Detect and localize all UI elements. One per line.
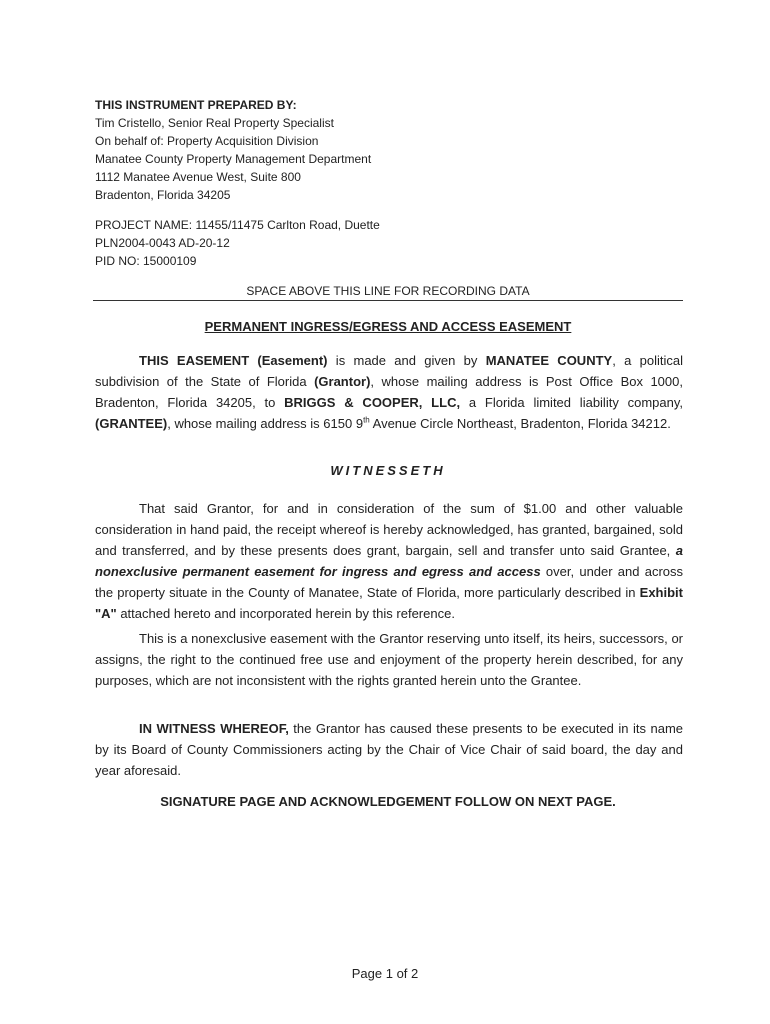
prepared-by-block — [95, 96, 371, 204]
text-run: That said Grantor, for and in consideration of the sum of $1.00 and other valuable consideration in hand paid, the receipt whereof is hereby acknowledged, has granted, bargained, sold and transferred, and by these presents does grant, bargain, sell and transfer unto said Grantee, — [95, 501, 683, 558]
witnesseth-heading: WITNESSETH — [330, 463, 446, 478]
nonexclusive-paragraph — [95, 628, 683, 691]
preparer-line: Tim Cristello, Senior Real Property Specialist — [95, 116, 334, 130]
recording-divider — [93, 300, 683, 301]
project-info-block — [95, 216, 380, 270]
easement-term: THIS EASEMENT (Easement) — [139, 353, 328, 368]
text-run: , whose mailing address is Post Office Box 1000, Bradenton, Florida 34205, to — [95, 374, 683, 410]
text-run: is made and given by — [327, 353, 486, 368]
witness-whereof-paragraph — [95, 718, 683, 781]
page-number: Page 1 of 2 — [351, 966, 419, 981]
text-run: This is a nonexclusive easement with the Grantor reserving unto itself, its heirs, successors, or assigns, the right to the continued free use and enjoyment of the property herein described, for any purposes, which are not inconsistent with the rights granted herein unto the Grantee. — [95, 631, 683, 688]
project-number: PLN2004-0043 AD-20-12 — [95, 236, 230, 250]
signature-notice: SIGNATURE PAGE AND ACKNOWLEDGEMENT FOLLOW ON NEXT PAGE. — [160, 794, 616, 809]
text-run: over, under and across the property situate in the County of Manatee, State of Florida, more particularly described in — [95, 564, 684, 600]
parcel-id: PID NO: 15000109 — [95, 254, 197, 268]
text-run: , whose mailing address is 6150 9 — [167, 416, 364, 431]
text-run: a Florida limited liability company, — [460, 395, 684, 410]
text-run: , a political subdivision of the State of Florida — [95, 353, 683, 389]
grantee-name: BRIGGS & COOPER, LLC, — [284, 395, 461, 410]
text-run: attached hereto and incorporated herein by this reference. — [116, 606, 455, 621]
preparer-line: On behalf of: Property Acquisition Division — [95, 134, 319, 148]
exhibit-reference: Exhibit "A" — [95, 585, 683, 621]
ordinal-suffix: th — [363, 415, 370, 425]
prepared-by-heading: THIS INSTRUMENT PREPARED BY: — [95, 98, 297, 112]
easement-description: a nonexclusive permanent easement for ingress and egress and access — [95, 543, 683, 579]
document-title: PERMANENT INGRESS/EGRESS AND ACCESS EASEMENT — [204, 319, 572, 334]
preparer-line: 1112 Manatee Avenue West, Suite 800 — [95, 170, 301, 184]
preparer-line: Manatee County Property Management Department — [95, 152, 372, 166]
grantor-term: (Grantor) — [314, 374, 371, 389]
recording-space-label: SPACE ABOVE THIS LINE FOR RECORDING DATA — [246, 284, 530, 298]
project-name: PROJECT NAME: 11455/11475 Carlton Road, Duette — [95, 218, 380, 232]
easement-paragraph — [95, 350, 683, 434]
text-run: Avenue Circle Northeast, Bradenton, Florida 34212. — [369, 416, 671, 431]
text-run: the Grantor has caused these presents to be executed in its name by its Board of County Commissioners acting by the Chair of Vice Chair of said board, the day and year aforesaid. — [95, 721, 684, 778]
consideration-paragraph — [95, 498, 683, 624]
grantee-term: (GRANTEE) — [95, 416, 168, 431]
preparer-line: Bradenton, Florida 34205 — [95, 188, 231, 202]
grantor-name: MANATEE COUNTY — [485, 353, 613, 368]
witness-whereof-term: IN WITNESS WHEREOF, — [139, 721, 289, 736]
